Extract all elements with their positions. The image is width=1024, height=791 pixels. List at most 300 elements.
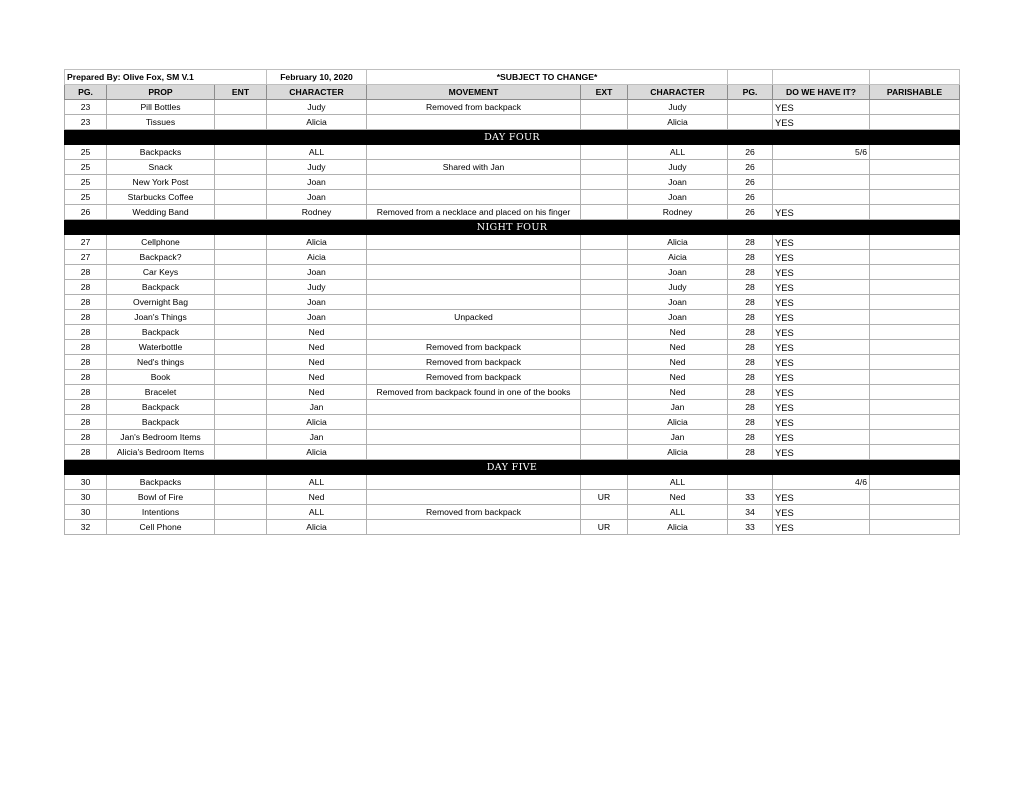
cell-do-we-have-it[interactable]: YES [773, 325, 870, 340]
cell-parishable[interactable] [870, 190, 960, 205]
cell-ext[interactable] [581, 475, 628, 490]
table-row [65, 490, 960, 505]
cell-do-we-have-it[interactable]: YES [773, 520, 870, 535]
cell-prop[interactable]: Backpack [107, 400, 215, 415]
cell-character-exit[interactable]: Judy [628, 100, 728, 115]
cell-prop[interactable]: Joan's Things [107, 310, 215, 325]
cell-prop[interactable]: Jan's Bedroom Items [107, 430, 215, 445]
cell-pg-exit[interactable]: 28 [728, 370, 773, 385]
cell-do-we-have-it[interactable]: YES [773, 370, 870, 385]
cell-movement[interactable]: Removed from backpack [367, 505, 581, 520]
table-row [65, 190, 960, 205]
cell-pg-exit[interactable] [728, 100, 773, 115]
cell-parishable[interactable] [870, 505, 960, 520]
cell-ext[interactable] [581, 355, 628, 370]
cell-pg[interactable]: 28 [65, 370, 107, 385]
cell-character-exit[interactable]: Ned [628, 370, 728, 385]
cell-character[interactable]: Rodney [267, 205, 367, 220]
cell-do-we-have-it[interactable]: YES [773, 250, 870, 265]
section-header-row [65, 130, 960, 145]
cell-pg-exit[interactable]: 26 [728, 175, 773, 190]
table-row [65, 160, 960, 175]
cell-character-exit[interactable]: Judy [628, 160, 728, 175]
cell-ent[interactable] [215, 280, 267, 295]
cell-character[interactable]: Joan [267, 265, 367, 280]
cell-ext[interactable] [581, 400, 628, 415]
cell-do-we-have-it[interactable]: YES [773, 340, 870, 355]
cell-ent[interactable] [215, 265, 267, 280]
cell-prop[interactable]: Backpacks [107, 145, 215, 160]
cell-character[interactable]: Joan [267, 190, 367, 205]
cell-ext[interactable] [581, 160, 628, 175]
section-title[interactable]: DAY FOUR [65, 130, 960, 145]
cell-ent[interactable] [215, 475, 267, 490]
meta-empty-cell[interactable] [773, 70, 870, 85]
cell-pg-exit[interactable]: 28 [728, 445, 773, 460]
cell-prop[interactable]: Starbucks Coffee [107, 190, 215, 205]
cell-ext[interactable] [581, 280, 628, 295]
cell-ext[interactable] [581, 385, 628, 400]
cell-parishable[interactable] [870, 355, 960, 370]
cell-movement[interactable]: Removed from backpack [367, 355, 581, 370]
meta-empty-cell[interactable] [728, 70, 773, 85]
cell-movement[interactable] [367, 445, 581, 460]
cell-do-we-have-it[interactable]: YES [773, 205, 870, 220]
cell-parishable[interactable] [870, 160, 960, 175]
cell-character[interactable]: Alicia [267, 235, 367, 250]
cell-do-we-have-it[interactable]: YES [773, 355, 870, 370]
cell-parishable[interactable] [870, 400, 960, 415]
cell-character[interactable]: Ned [267, 355, 367, 370]
cell-character[interactable]: Joan [267, 310, 367, 325]
cell-ext[interactable] [581, 235, 628, 250]
cell-parishable[interactable] [870, 295, 960, 310]
table-row [65, 310, 960, 325]
cell-do-we-have-it[interactable]: YES [773, 385, 870, 400]
cell-character[interactable]: Aicia [267, 250, 367, 265]
cell-character-exit[interactable]: Ned [628, 340, 728, 355]
cell-pg[interactable]: 25 [65, 145, 107, 160]
cell-prop[interactable]: Backpack [107, 415, 215, 430]
cell-character[interactable]: Alicia [267, 445, 367, 460]
cell-parishable[interactable] [870, 250, 960, 265]
cell-prop[interactable]: Intentions [107, 505, 215, 520]
cell-pg-exit[interactable]: 28 [728, 265, 773, 280]
cell-pg-exit[interactable]: 26 [728, 190, 773, 205]
col-header-character[interactable]: CHARACTER [267, 85, 367, 100]
cell-ent[interactable] [215, 400, 267, 415]
cell-parishable[interactable] [870, 370, 960, 385]
cell-ent[interactable] [215, 175, 267, 190]
cell-ent[interactable] [215, 445, 267, 460]
col-header-movement[interactable]: MOVEMENT [367, 85, 581, 100]
cell-parishable[interactable] [870, 415, 960, 430]
cell-character-exit[interactable]: Joan [628, 295, 728, 310]
cell-character[interactable]: Ned [267, 370, 367, 385]
cell-character-exit[interactable]: Alicia [628, 445, 728, 460]
cell-do-we-have-it[interactable]: YES [773, 505, 870, 520]
cell-pg-exit[interactable]: 26 [728, 160, 773, 175]
cell-ext[interactable] [581, 445, 628, 460]
cell-character[interactable]: Alicia [267, 115, 367, 130]
cell-character[interactable]: Alicia [267, 415, 367, 430]
cell-movement[interactable] [367, 295, 581, 310]
cell-parishable[interactable] [870, 490, 960, 505]
cell-ext[interactable]: UR [581, 520, 628, 535]
cell-prop[interactable]: Backpack [107, 325, 215, 340]
cell-pg[interactable]: 28 [65, 310, 107, 325]
cell-ext[interactable] [581, 100, 628, 115]
col-header-ent[interactable]: ENT [215, 85, 267, 100]
cell-ent[interactable] [215, 295, 267, 310]
cell-ent[interactable] [215, 325, 267, 340]
table-row [65, 445, 960, 460]
cell-movement[interactable] [367, 280, 581, 295]
meta-empty-cell[interactable] [870, 70, 960, 85]
cell-do-we-have-it[interactable]: YES [773, 400, 870, 415]
cell-movement[interactable] [367, 250, 581, 265]
cell-ent[interactable] [215, 385, 267, 400]
cell-character-exit[interactable]: Ned [628, 385, 728, 400]
cell-character-exit[interactable]: ALL [628, 505, 728, 520]
cell-prop[interactable]: Bracelet [107, 385, 215, 400]
cell-pg[interactable]: 23 [65, 115, 107, 130]
col-header-do-we-have-it[interactable]: DO WE HAVE IT? [773, 85, 870, 100]
cell-prop[interactable]: Backpack [107, 280, 215, 295]
cell-parishable[interactable] [870, 385, 960, 400]
cell-pg[interactable]: 27 [65, 235, 107, 250]
cell-do-we-have-it[interactable]: YES [773, 235, 870, 250]
cell-parishable[interactable] [870, 235, 960, 250]
cell-pg-exit[interactable]: 28 [728, 400, 773, 415]
table-row [65, 235, 960, 250]
table-row [65, 205, 960, 220]
cell-character[interactable]: ALL [267, 505, 367, 520]
cell-do-we-have-it[interactable] [773, 175, 870, 190]
table-row [65, 250, 960, 265]
cell-ent[interactable] [215, 250, 267, 265]
cell-parishable[interactable] [870, 115, 960, 130]
table-row [65, 475, 960, 490]
cell-prop[interactable]: Backpack? [107, 250, 215, 265]
cell-pg[interactable]: 30 [65, 490, 107, 505]
cell-character[interactable]: ALL [267, 145, 367, 160]
cell-pg-exit[interactable]: 28 [728, 280, 773, 295]
cell-do-we-have-it[interactable]: YES [773, 100, 870, 115]
cell-prop[interactable]: Ned's things [107, 355, 215, 370]
table-row [65, 430, 960, 445]
cell-ent[interactable] [215, 505, 267, 520]
cell-movement[interactable] [367, 145, 581, 160]
cell-parishable[interactable] [870, 475, 960, 490]
cell-do-we-have-it[interactable] [773, 190, 870, 205]
cell-ent[interactable] [215, 115, 267, 130]
cell-ent[interactable] [215, 415, 267, 430]
cell-ent[interactable] [215, 190, 267, 205]
cell-character-exit[interactable]: Alicia [628, 115, 728, 130]
cell-pg[interactable]: 28 [65, 295, 107, 310]
cell-character-exit[interactable]: Rodney [628, 205, 728, 220]
cell-pg[interactable]: 28 [65, 355, 107, 370]
cell-ext[interactable] [581, 265, 628, 280]
cell-do-we-have-it[interactable]: YES [773, 265, 870, 280]
cell-pg-exit[interactable]: 26 [728, 205, 773, 220]
cell-movement[interactable]: Shared with Jan [367, 160, 581, 175]
cell-pg-exit[interactable]: 28 [728, 340, 773, 355]
cell-parishable[interactable] [870, 445, 960, 460]
cell-ent[interactable] [215, 490, 267, 505]
cell-character[interactable]: Judy [267, 160, 367, 175]
cell-character[interactable]: Judy [267, 100, 367, 115]
cell-pg-exit[interactable]: 34 [728, 505, 773, 520]
cell-character[interactable]: Alicia [267, 520, 367, 535]
cell-movement[interactable] [367, 115, 581, 130]
cell-pg-exit[interactable] [728, 115, 773, 130]
cell-ext[interactable] [581, 250, 628, 265]
cell-pg[interactable]: 25 [65, 175, 107, 190]
cell-prop[interactable]: Snack [107, 160, 215, 175]
cell-character-exit[interactable]: Joan [628, 310, 728, 325]
cell-pg[interactable]: 25 [65, 160, 107, 175]
cell-movement[interactable]: Removed from backpack [367, 370, 581, 385]
cell-movement[interactable] [367, 265, 581, 280]
cell-character-exit[interactable]: Alicia [628, 235, 728, 250]
cell-parishable[interactable] [870, 100, 960, 115]
cell-movement[interactable] [367, 415, 581, 430]
cell-ext[interactable] [581, 505, 628, 520]
cell-do-we-have-it[interactable]: YES [773, 490, 870, 505]
cell-ext[interactable] [581, 295, 628, 310]
cell-prop[interactable]: Cellphone [107, 235, 215, 250]
cell-pg-exit[interactable]: 28 [728, 415, 773, 430]
cell-do-we-have-it[interactable]: YES [773, 430, 870, 445]
cell-character[interactable]: Ned [267, 340, 367, 355]
subject-to-change-notice[interactable]: *SUBJECT TO CHANGE* [367, 70, 728, 85]
cell-prop[interactable]: Book [107, 370, 215, 385]
cell-character-exit[interactable]: Judy [628, 280, 728, 295]
cell-ext[interactable] [581, 145, 628, 160]
cell-character[interactable]: Ned [267, 490, 367, 505]
cell-character-exit[interactable]: Ned [628, 355, 728, 370]
cell-prop[interactable]: Wedding Band [107, 205, 215, 220]
cell-movement[interactable] [367, 325, 581, 340]
cell-pg-exit[interactable]: 28 [728, 430, 773, 445]
cell-ent[interactable] [215, 370, 267, 385]
cell-ext[interactable] [581, 205, 628, 220]
cell-prop[interactable]: Backpacks [107, 475, 215, 490]
cell-do-we-have-it[interactable]: YES [773, 445, 870, 460]
cell-parishable[interactable] [870, 280, 960, 295]
cell-prop[interactable]: Tissues [107, 115, 215, 130]
cell-pg-exit[interactable]: 28 [728, 235, 773, 250]
cell-prop[interactable]: Car Keys [107, 265, 215, 280]
cell-character[interactable]: Joan [267, 295, 367, 310]
cell-ext[interactable] [581, 430, 628, 445]
cell-ent[interactable] [215, 235, 267, 250]
cell-pg-exit[interactable]: 28 [728, 310, 773, 325]
cell-prop[interactable]: Pill Bottles [107, 100, 215, 115]
cell-prop[interactable]: Alicia's Bedroom Items [107, 445, 215, 460]
cell-ent[interactable] [215, 160, 267, 175]
cell-ent[interactable] [215, 520, 267, 535]
cell-ent[interactable] [215, 355, 267, 370]
col-header-prop[interactable]: PROP [107, 85, 215, 100]
cell-ent[interactable] [215, 430, 267, 445]
cell-ext[interactable] [581, 415, 628, 430]
cell-character[interactable]: Jan [267, 430, 367, 445]
col-header-ext[interactable]: EXT [581, 85, 628, 100]
table-row [65, 145, 960, 160]
cell-pg[interactable]: 28 [65, 400, 107, 415]
cell-character-exit[interactable]: Jan [628, 400, 728, 415]
cell-do-we-have-it[interactable]: YES [773, 415, 870, 430]
cell-character[interactable]: Jan [267, 400, 367, 415]
cell-movement[interactable] [367, 400, 581, 415]
sheet-date[interactable]: February 10, 2020 [267, 70, 367, 85]
cell-ent[interactable] [215, 340, 267, 355]
cell-character-exit[interactable]: Ned [628, 490, 728, 505]
cell-character-exit[interactable]: Alicia [628, 415, 728, 430]
cell-parishable[interactable] [870, 175, 960, 190]
table-row [65, 400, 960, 415]
cell-character[interactable]: Judy [267, 280, 367, 295]
cell-pg[interactable]: 28 [65, 265, 107, 280]
cell-movement[interactable] [367, 490, 581, 505]
table-row [65, 505, 960, 520]
cell-movement[interactable]: Removed from backpack found in one of the books [367, 385, 581, 400]
column-header-row [65, 85, 960, 100]
cell-character-exit[interactable]: Aicia [628, 250, 728, 265]
cell-pg[interactable]: 27 [65, 250, 107, 265]
cell-do-we-have-it[interactable]: YES [773, 280, 870, 295]
cell-pg[interactable]: 25 [65, 190, 107, 205]
cell-parishable[interactable] [870, 430, 960, 445]
cell-ext[interactable] [581, 115, 628, 130]
cell-character-exit[interactable]: Joan [628, 175, 728, 190]
cell-ext[interactable] [581, 190, 628, 205]
cell-pg-exit[interactable]: 28 [728, 325, 773, 340]
cell-pg[interactable]: 28 [65, 325, 107, 340]
section-title[interactable]: NIGHT FOUR [65, 220, 960, 235]
cell-movement[interactable]: Unpacked [367, 310, 581, 325]
cell-pg[interactable]: 28 [65, 430, 107, 445]
cell-prop[interactable]: Cell Phone [107, 520, 215, 535]
cell-character[interactable]: Ned [267, 325, 367, 340]
cell-movement[interactable] [367, 520, 581, 535]
cell-ent[interactable] [215, 100, 267, 115]
cell-character[interactable]: Ned [267, 385, 367, 400]
cell-pg[interactable]: 28 [65, 340, 107, 355]
table-row [65, 175, 960, 190]
cell-do-we-have-it[interactable]: YES [773, 115, 870, 130]
cell-pg[interactable]: 28 [65, 415, 107, 430]
cell-movement[interactable] [367, 175, 581, 190]
cell-pg-exit[interactable]: 28 [728, 385, 773, 400]
cell-pg-exit[interactable]: 28 [728, 355, 773, 370]
cell-do-we-have-it[interactable]: YES [773, 310, 870, 325]
section-title[interactable]: DAY FIVE [65, 460, 960, 475]
cell-movement[interactable]: Removed from backpack [367, 100, 581, 115]
cell-parishable[interactable] [870, 265, 960, 280]
cell-pg[interactable]: 28 [65, 385, 107, 400]
cell-prop[interactable]: Bowl of Fire [107, 490, 215, 505]
table-row [65, 265, 960, 280]
cell-pg[interactable]: 26 [65, 205, 107, 220]
cell-character[interactable]: ALL [267, 475, 367, 490]
cell-character-exit[interactable]: Alicia [628, 520, 728, 535]
cell-ent[interactable] [215, 145, 267, 160]
cell-movement[interactable] [367, 430, 581, 445]
cell-parishable[interactable] [870, 340, 960, 355]
cell-pg-exit[interactable]: 28 [728, 250, 773, 265]
cell-pg[interactable]: 30 [65, 505, 107, 520]
cell-pg[interactable]: 30 [65, 475, 107, 490]
table-row [65, 370, 960, 385]
cell-prop[interactable]: New York Post [107, 175, 215, 190]
cell-ent[interactable] [215, 205, 267, 220]
cell-do-we-have-it[interactable]: YES [773, 295, 870, 310]
table-row [65, 520, 960, 535]
cell-movement[interactable] [367, 235, 581, 250]
cell-do-we-have-it[interactable] [773, 160, 870, 175]
cell-prop[interactable]: Overnight Bag [107, 295, 215, 310]
cell-ent[interactable] [215, 310, 267, 325]
cell-ext[interactable] [581, 175, 628, 190]
prepared-by[interactable]: Prepared By: Olive Fox, SM V.1 [65, 70, 267, 85]
cell-pg[interactable]: 28 [65, 280, 107, 295]
cell-prop[interactable]: Waterbottle [107, 340, 215, 355]
cell-character-exit[interactable]: Joan [628, 265, 728, 280]
cell-pg-exit[interactable]: 28 [728, 295, 773, 310]
cell-movement[interactable]: Removed from a necklace and placed on his finger [367, 205, 581, 220]
table-row [65, 415, 960, 430]
col-header-pg[interactable]: PG. [65, 85, 107, 100]
cell-ext[interactable]: UR [581, 490, 628, 505]
cell-character-exit[interactable]: Joan [628, 190, 728, 205]
col-header-character-exit[interactable]: CHARACTER [628, 85, 728, 100]
cell-pg-exit[interactable]: 33 [728, 520, 773, 535]
cell-character-exit[interactable]: Jan [628, 430, 728, 445]
cell-character-exit[interactable]: Ned [628, 325, 728, 340]
cell-ext[interactable] [581, 340, 628, 355]
cell-parishable[interactable] [870, 520, 960, 535]
cell-ext[interactable] [581, 310, 628, 325]
cell-ext[interactable] [581, 325, 628, 340]
cell-pg[interactable]: 28 [65, 445, 107, 460]
cell-parishable[interactable] [870, 205, 960, 220]
cell-pg-exit[interactable]: 26 [728, 145, 773, 160]
cell-pg[interactable]: 32 [65, 520, 107, 535]
col-header-pg-exit[interactable]: PG. [728, 85, 773, 100]
cell-parishable[interactable] [870, 310, 960, 325]
cell-do-we-have-it[interactable]: 5/6 [773, 145, 870, 160]
cell-pg-exit[interactable]: 33 [728, 490, 773, 505]
cell-do-we-have-it[interactable]: 4/6 [773, 475, 870, 490]
cell-pg[interactable]: 23 [65, 100, 107, 115]
cell-character-exit[interactable]: ALL [628, 145, 728, 160]
cell-parishable[interactable] [870, 145, 960, 160]
cell-ext[interactable] [581, 370, 628, 385]
cell-character[interactable]: Joan [267, 175, 367, 190]
cell-movement[interactable]: Removed from backpack [367, 340, 581, 355]
prop-tracking-sheet [64, 69, 960, 535]
cell-pg-exit[interactable] [728, 475, 773, 490]
cell-movement[interactable] [367, 190, 581, 205]
cell-movement[interactable] [367, 475, 581, 490]
cell-parishable[interactable] [870, 325, 960, 340]
cell-character-exit[interactable]: ALL [628, 475, 728, 490]
col-header-parishable[interactable]: PARISHABLE [870, 85, 960, 100]
